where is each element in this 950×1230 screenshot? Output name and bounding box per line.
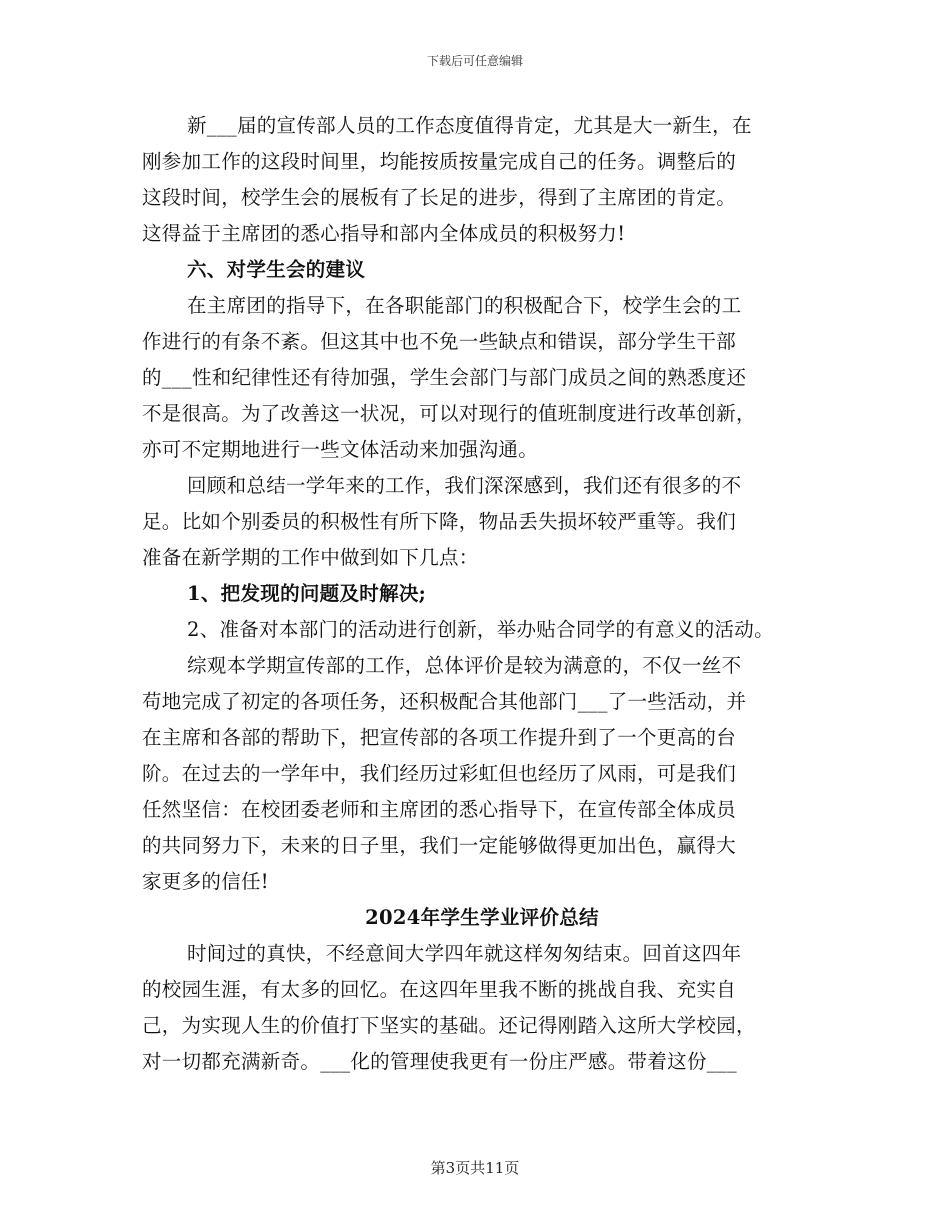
paragraph-line: 亦可不定期地进行一些文体活动来加强沟通。: [142, 438, 539, 461]
paragraph-line: 准备在新学期的工作中做到如下几点：: [142, 546, 479, 569]
document-title: 2024年学生学业评价总结: [365, 906, 599, 929]
paragraph-line: 的共同努力下，未来的日子里，我们一定能够做得更加出色，赢得大: [142, 834, 737, 857]
paragraph-line: 在主席团的指导下，在各职能部门的积极配合下，校学生会的工: [187, 294, 742, 317]
paragraph-line: 不是很高。为了改善这一状况，可以对现行的值班制度进行改革创新，: [142, 402, 756, 425]
paragraph-line: 的___性和纪律性还有待加强，学生会部门与部门成员之间的熟悉度还: [142, 366, 747, 389]
paragraph-line: 家更多的信任!: [142, 870, 269, 893]
paragraph-line: 对一切都充满新奇。___化的管理使我更有一份庄严感。带着这份___: [142, 1050, 737, 1073]
paragraph-line: 这段时间，校学生会的展板有了长足的进步，得到了主席团的肯定。: [142, 186, 737, 209]
paragraph-line: 足。比如个别委员的积极性有所下降，物品丢失损坏较严重等。我们: [142, 510, 737, 533]
paragraph-line: 新___届的宣传部人员的工作态度值得肯定，尤其是大一新生，在: [187, 114, 752, 137]
paragraph-line: 苟地完成了初定的各项任务，还积极配合其他部门___了一些活动，并: [142, 690, 747, 713]
page-number: 第3页共11页: [430, 1159, 520, 1177]
paragraph-line: 刚参加工作的这段时间里，均能按质按量完成自己的任务。调整后的: [142, 150, 737, 173]
paragraph-line: 综观本学期宣传部的工作，总体评价是较为满意的，不仅一丝不: [187, 654, 742, 677]
paragraph-line: 在主席和各部的帮助下，把宣传部的各项工作提升到了一个更高的台: [142, 726, 737, 749]
document-body: [142, 108, 822, 1080]
paragraph-line: 任然坚信：在校团委老师和主席团的悉心指导下，在宣传部全体成员: [142, 798, 737, 821]
paragraph-line: 的校园生涯，有太多的回忆。在这四年里我不断的挑战自我、充实自: [142, 978, 737, 1001]
list-item: 1、把发现的问题及时解决;: [187, 582, 427, 605]
page-header: 下载后可任意编辑: [426, 54, 523, 68]
paragraph-line: 作进行的有条不紊。但这其中也不免一些缺点和错误，部分学生干部: [142, 330, 737, 353]
paragraph-line: 己，为实现人生的价值打下坚实的基础。还记得刚踏入这所大学校园，: [142, 1014, 756, 1037]
list-item: 2、准备对本部门的活动进行创新，举办贴合同学的有意义的活动。: [187, 618, 774, 641]
paragraph-line: 时间过的真快，不经意间大学四年就这样匆匆结束。回首这四年: [187, 942, 742, 965]
paragraph-line: 阶。在过去的一学年中，我们经历过彩虹但也经历了风雨，可是我们: [142, 762, 737, 785]
paragraph-line: 回顾和总结一学年来的工作，我们深深感到，我们还有很多的不: [187, 474, 742, 497]
paragraph-line: 这得益于主席团的悉心指导和部内全体成员的积极努力!: [142, 222, 626, 245]
section-heading: 六、对学生会的建议: [187, 258, 366, 281]
